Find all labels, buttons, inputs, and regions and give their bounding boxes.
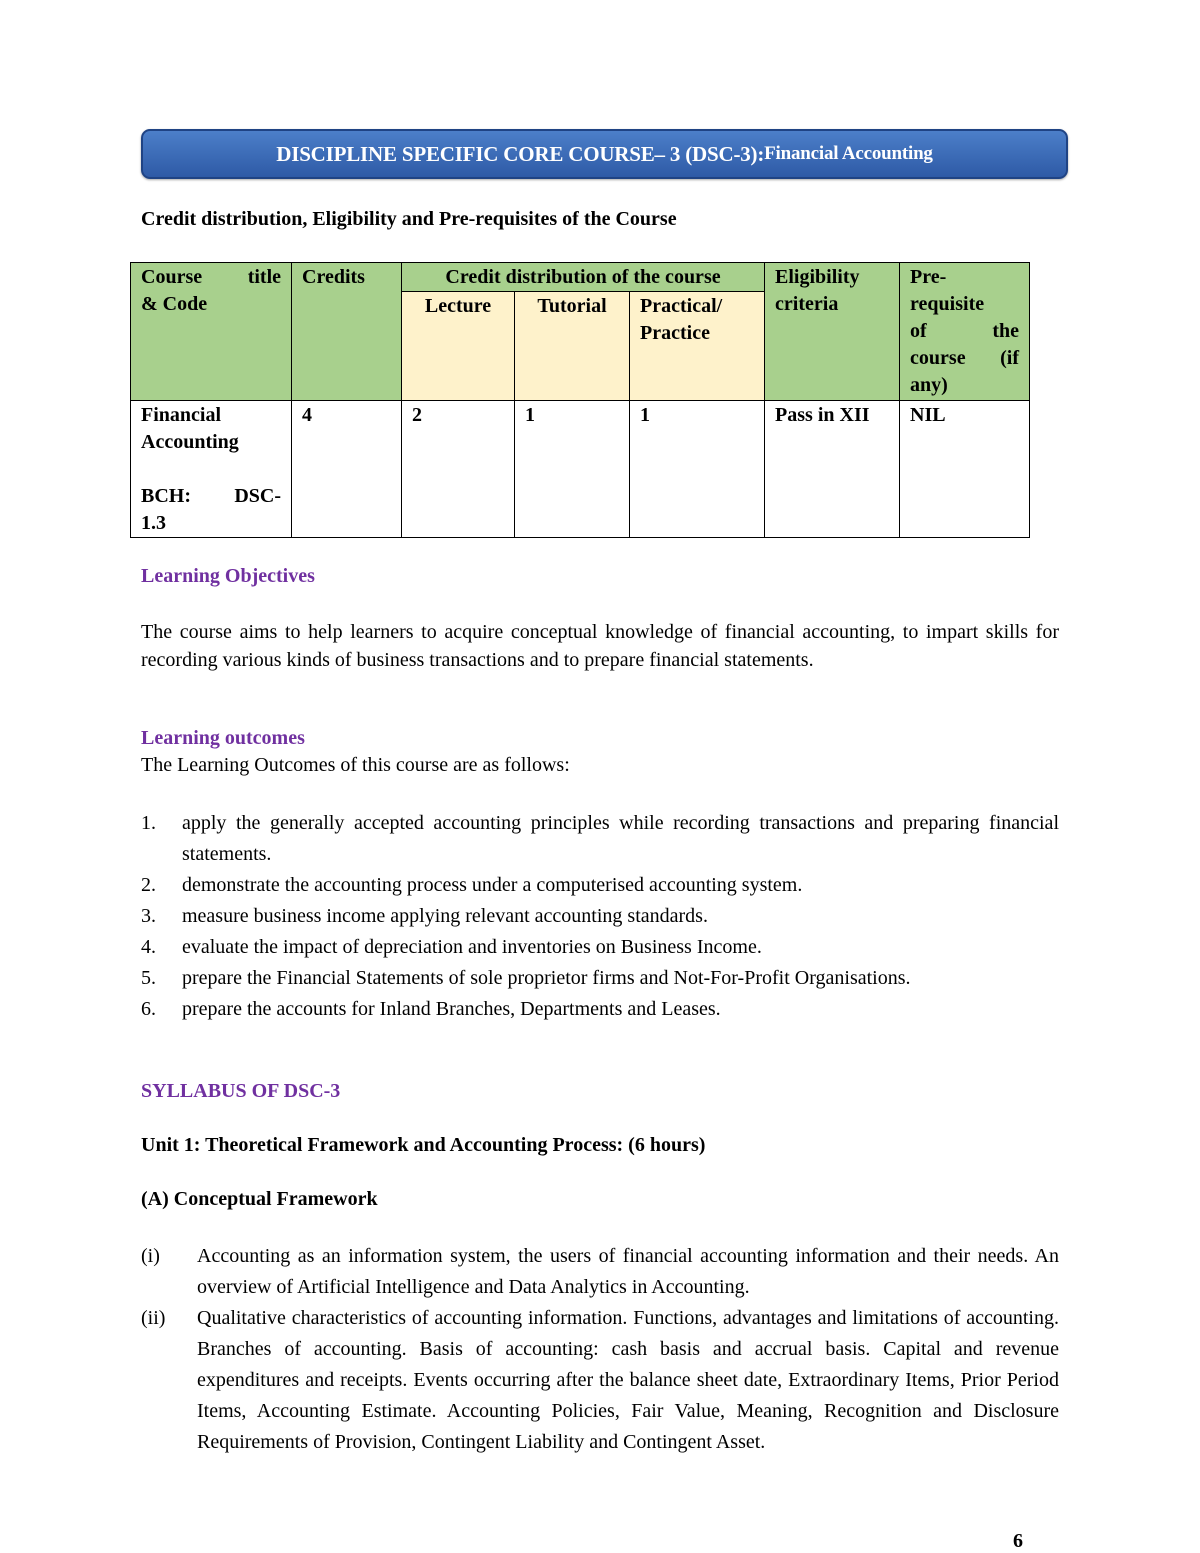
list-item (141, 901, 1059, 932)
prereq-line-1: Pre- (910, 266, 947, 288)
cell-prerequisite: NIL (900, 401, 1030, 538)
banner-main-text: DISCIPLINE SPECIFIC CORE COURSE– 3 (DSC-3): (276, 141, 765, 166)
header-credit-distribution: Credit distribution of the course (402, 263, 765, 292)
list-item (141, 994, 1059, 1025)
header-course-word: Course (141, 266, 203, 288)
list-number: 2. (141, 874, 156, 896)
course-code-dsc: DSC- (234, 485, 281, 507)
cell-practical: 1 (630, 401, 765, 538)
learning-outcomes-heading: Learning outcomes (141, 727, 305, 749)
list-text: prepare the accounts for Inland Branches, Departments and Leases. (182, 998, 721, 1020)
learning-objectives-text: The course aims to help learners to acquire conceptual knowledge of financial accounting, to impart skills for recording various kinds of business transactions and to prepare financial statements. (141, 621, 1059, 671)
prereq-any: any) (910, 374, 948, 396)
prereq-if: (if (1000, 347, 1020, 369)
list-item (141, 963, 1059, 994)
learning-outcomes-list (141, 808, 1059, 1025)
list-text: Qualitative characteristics of accounting information. Functions, advantages and limitations of accounting. Branches of accounting. Basis of accounting: cash basis and accrual basis. Capital and revenue expenditures and receipts. Events occurring after the balance sheet date, Extraordinary Items, Prior Period Items, Accounting Estimate. Accounting Policies, Fair Value, Meaning, Recognition and Disclosure Requirements of Provision, Contingent Liability and Contingent Asset. (197, 1307, 1059, 1453)
header-course-title-code (131, 263, 292, 401)
cell-course (131, 401, 292, 538)
section-a-heading: (A) Conceptual Framework (141, 1188, 378, 1210)
prereq-line-2: requisite (910, 293, 985, 315)
credit-distribution-heading: Credit distribution, Eligibility and Pre-requisites of the Course (141, 208, 677, 230)
prereq-the: the (992, 320, 1020, 342)
list-number: 3. (141, 905, 156, 927)
list-number: (ii) (141, 1307, 166, 1329)
header-credits: Credits (292, 263, 402, 401)
header-tutorial: Tutorial (515, 292, 630, 401)
course-code-prefix: BCH: (141, 485, 191, 507)
prereq-of: of (910, 320, 927, 342)
list-item (141, 870, 1059, 901)
header-eligibility: Eligibility criteria (765, 263, 900, 401)
cell-eligibility: Pass in XII (765, 401, 900, 538)
list-text: Accounting as an information system, the users of financial accounting information and their needs. An overview of Artificial Intelligence and Data Analytics in Accounting. (197, 1245, 1059, 1298)
learning-outcomes-intro: The Learning Outcomes of this course are as follows: (141, 754, 570, 776)
course-name: Financial Accounting (141, 404, 239, 453)
list-item (141, 1303, 1059, 1458)
course-title-banner (141, 129, 1068, 179)
page-number: 6 (1013, 1530, 1023, 1552)
header-code-word: & Code (141, 293, 208, 315)
list-text: prepare the Financial Statements of sole proprietor firms and Not-For-Profit Organisations. (182, 967, 911, 989)
header-lecture: Lecture (402, 292, 515, 401)
list-number: 4. (141, 936, 156, 958)
conceptual-framework-list (141, 1241, 1059, 1458)
list-text: evaluate the impact of depreciation and inventories on Business Income. (182, 936, 762, 958)
list-item (141, 808, 1059, 870)
list-item (141, 1241, 1059, 1303)
list-number: 1. (141, 812, 156, 834)
list-number: (i) (141, 1245, 160, 1267)
table-row (131, 401, 1030, 538)
prereq-course: course (910, 347, 966, 369)
table-header-row (131, 263, 1030, 292)
cell-tutorial: 1 (515, 401, 630, 538)
syllabus-heading: SYLLABUS OF DSC-3 (141, 1080, 341, 1102)
credit-distribution-table (130, 262, 1030, 538)
unit-1-heading: Unit 1: Theoretical Framework and Accounting Process: (6 hours) (141, 1134, 706, 1156)
cell-lecture: 2 (402, 401, 515, 538)
learning-objectives-heading: Learning Objectives (141, 565, 315, 587)
list-number: 6. (141, 998, 156, 1020)
list-item (141, 932, 1059, 963)
header-title-word: title (247, 266, 281, 288)
list-text: measure business income applying relevant accounting standards. (182, 905, 708, 927)
header-prerequisite (900, 263, 1030, 401)
course-code-number: 1.3 (141, 512, 166, 534)
header-practical: Practical/ Practice (630, 292, 765, 401)
list-text: demonstrate the accounting process under a computerised accounting system. (182, 874, 803, 896)
banner-course-name: Financial Accounting (764, 143, 933, 164)
list-text: apply the generally accepted accounting principles while recording transactions and preparing financial statements. (182, 812, 1059, 865)
cell-credits: 4 (292, 401, 402, 538)
list-number: 5. (141, 967, 156, 989)
